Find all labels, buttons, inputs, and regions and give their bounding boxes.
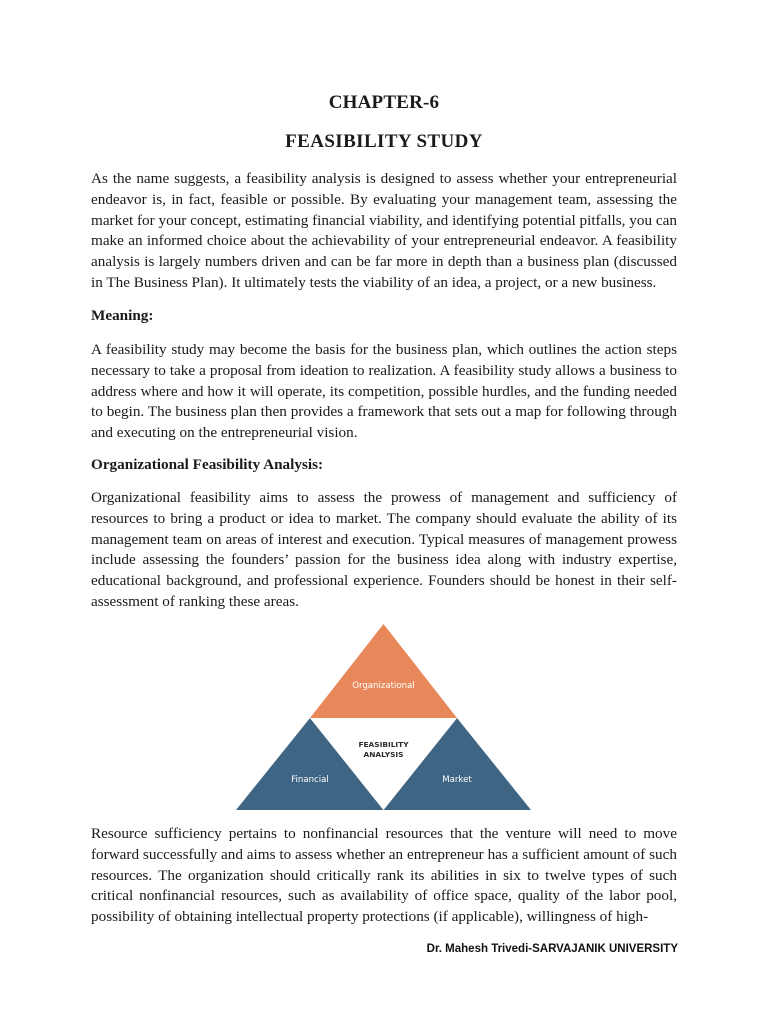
resource-paragraph: Resource sufficiency pertains to nonfinancial resources that the venture will need to move forward successfully and aims to assess whether an entrepreneur has a sufficient amount of such resources. The organization should critically rank its abilities in six to twelve types of such critical nonfinancial resources, such as availability of office space, quality of the labor pool, possibility of obtaining intellectual property protections (if applicable), willingness of high- [91,825,677,926]
center-label-line1: FEASIBILITY [358,740,409,749]
feasibility-triangle-diagram [236,622,531,812]
organizational-label: Organizational [352,681,415,691]
market-label: Market [442,775,472,785]
intro-paragraph: As the name suggests, a feasibility analysis is designed to assess whether your entrepreneurial endeavor is, in fact, feasible or possible. By evaluating your management team, assessing the market for your concept, estimating financial viability, and identifying potential pitfalls, you can make an informed choice about the achievability of your entrepreneurial endeavor. A feasibility analysis is largely numbers driven and can be far more in depth than a business plan (discussed in The Business Plan). It ultimately tests the viability of an idea, a project, or a new business. [91,170,677,291]
organizational-paragraph: Organizational feasibility aims to assess the prowess of management and sufficiency of resources to bring a product or idea to market. The company should evaluate the ability of its management team on areas of interest and execution. Typical measures of management prowess include assessing the founders’ passion for the business idea along with industry expertise, educational background, and professional experience. Founders should be honest in their self-assessment of ranking these areas. [91,489,677,610]
meaning-paragraph: A feasibility study may become the basis for the business plan, which outlines the action steps necessary to take a proposal from ideation to realization. A feasibility study allows a business to address where and how it will operate, its competition, possible hurdles, and the funding needed to begin. The business plan then provides a framework that sets out a map for following through and executing on the entrepreneurial vision. [91,341,677,442]
center-label-line2: ANALYSIS [363,750,404,759]
chapter-heading: CHAPTER-6 [328,92,440,113]
page-footer: Dr. Mahesh Trivedi-SARVAJANIK UNIVERSITY [426,943,678,955]
organizational-heading: Organizational Feasibility Analysis: [91,456,324,473]
meaning-heading: Meaning: [91,307,154,324]
page-title: FEASIBILITY STUDY [285,131,483,152]
financial-label: Financial [291,775,329,785]
organizational-triangle [310,624,457,718]
